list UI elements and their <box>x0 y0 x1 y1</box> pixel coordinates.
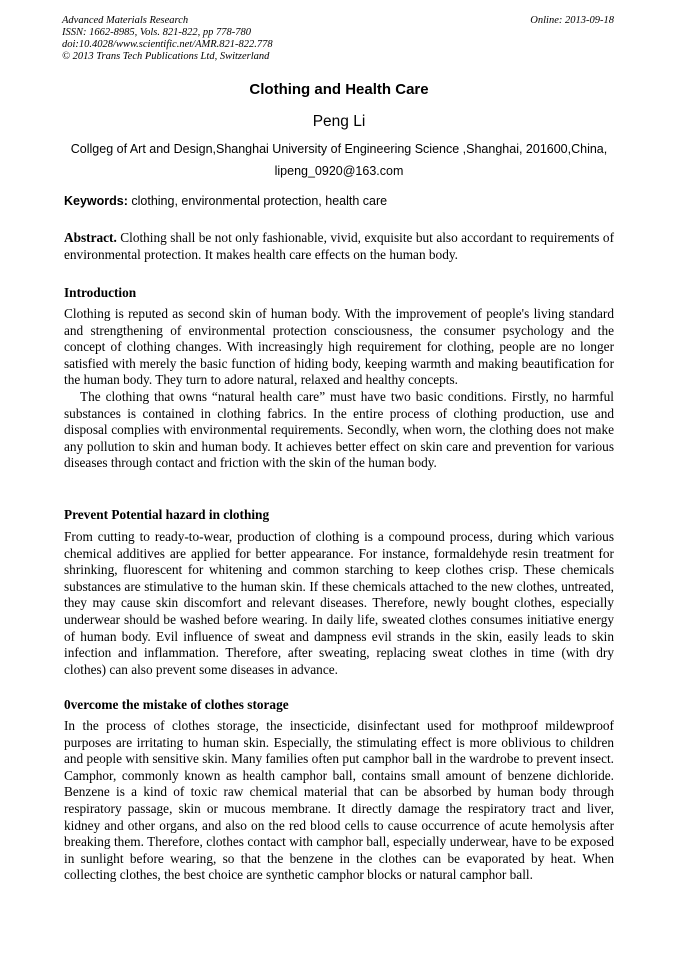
abstract <box>64 230 614 263</box>
journal-copyright: © 2013 Trans Tech Publications Ltd, Switzerland <box>62 51 270 62</box>
section-heading-storage: 0vercome the mistake of clothes storage <box>64 697 289 712</box>
journal-doi: doi:10.4028/www.scientific.net/AMR.821-822.778 <box>62 39 273 50</box>
abstract-text: Clothing shall be not only fashionable, vivid, exquisite but also accordant to requirements of environmental protection. It makes health care effects on the human body. <box>64 230 614 262</box>
section-heading-hazard: Prevent Potential hazard in clothing <box>64 507 270 522</box>
section-hazard <box>64 529 614 678</box>
keywords <box>64 194 616 208</box>
paragraph: The clothing that owns “natural health care” must have two basic conditions. Firstly, no harmful substances is contained in clothing fabrics. In the entire process of clothing production, use and disposal complies with environmental requirements. Secondly, when worn, the clothing does not make any pollution to skin and human body. It achieves better effect on skin care and prevention for various diseases through contact and friction with the skin of the human body. <box>64 388 614 471</box>
journal-header <box>62 15 614 63</box>
author-name: Peng Li <box>312 113 366 130</box>
keywords-text: clothing, environmental protection, health care <box>127 194 388 208</box>
online-date: Online: 2013-09-18 <box>530 15 614 26</box>
author-affiliation-block <box>0 138 678 182</box>
affiliation: Collgeg of Art and Design,Shanghai University of Engineering Science ,Shanghai, 201600,China, <box>70 142 608 156</box>
paragraph: In the process of clothes storage, the insecticide, disinfectant used for mothproof mildewproof purposes are irritating to human skin. Especially, the stimulating effect is more oblivious to children and people with sensitive skin. Many families often put camphor ball in the wardrobe to prevent insect. Camphor, commonly known as health camphor ball, contains small amount of benzene dichloride. Benzene is a kind of toxic raw chemical material that can be absorbed by human body through respiratory passage, skin or mucous membrane. It directly damage the respiratory tract and liver, kidney and other organs, and also on the red blood cells to cause occurrence of acute hemolysis after breaking them. Therefore, clothes contact with camphor ball, especially underwear, have to be exposed in sunlight before wearing, so that the benzene in the clothes can be evaporated by heat. When collecting clothes, the best choice are synthetic camphor blocks or natural camphor ball. <box>64 718 614 883</box>
section-heading-introduction: Introduction <box>64 285 137 300</box>
paragraph: From cutting to ready-to-wear, production of clothing is a compound process, during which various chemical additives are applied for better appearance. For instance, formaldehyde resin treatment for shrinking, fluorescent for whitening and common starching to keep clothes crisp. These chemicals substances are stimulative to the human skin. If these chemicals attached to the new clothes, untreated, they may cause skin discomfort and relevant diseases. Therefore, newly bought clothes, especially underwear should be washed before wearing. In daily life, sweated clothes consumes initiative energy of human body. Evil influence of sweat and dampness evil strands in the skin, easily leads to skin infection and inflammation. Therefore, after sweating, replacing sweat clothes in time (with dry clothes) can also prevent some diseases in advance. <box>64 529 614 677</box>
keywords-label: Keywords: <box>64 194 128 208</box>
paragraph: Clothing is reputed as second skin of human body. With the improvement of people's living standard and strengthening of environmental protection consciousness, the consumer psychology and the concept of clothing changes. With increasingly high requirement for clothing, people are no longer satisfied with merely the basic function of hiding body, keeping warmth and making beautification for the human body. They turn to adore natural, relaxed and healthy concepts. <box>64 306 614 388</box>
paper-title: Clothing and Health Care <box>249 81 429 98</box>
journal-issn: ISSN: 1662-8985, Vols. 821-822, pp 778-780 <box>62 27 251 38</box>
abstract-label: Abstract. <box>64 230 117 245</box>
author-email: lipeng_0920@163.com <box>274 164 404 178</box>
section-storage <box>64 718 614 884</box>
journal-name: Advanced Materials Research <box>62 15 189 26</box>
section-introduction <box>64 306 614 472</box>
